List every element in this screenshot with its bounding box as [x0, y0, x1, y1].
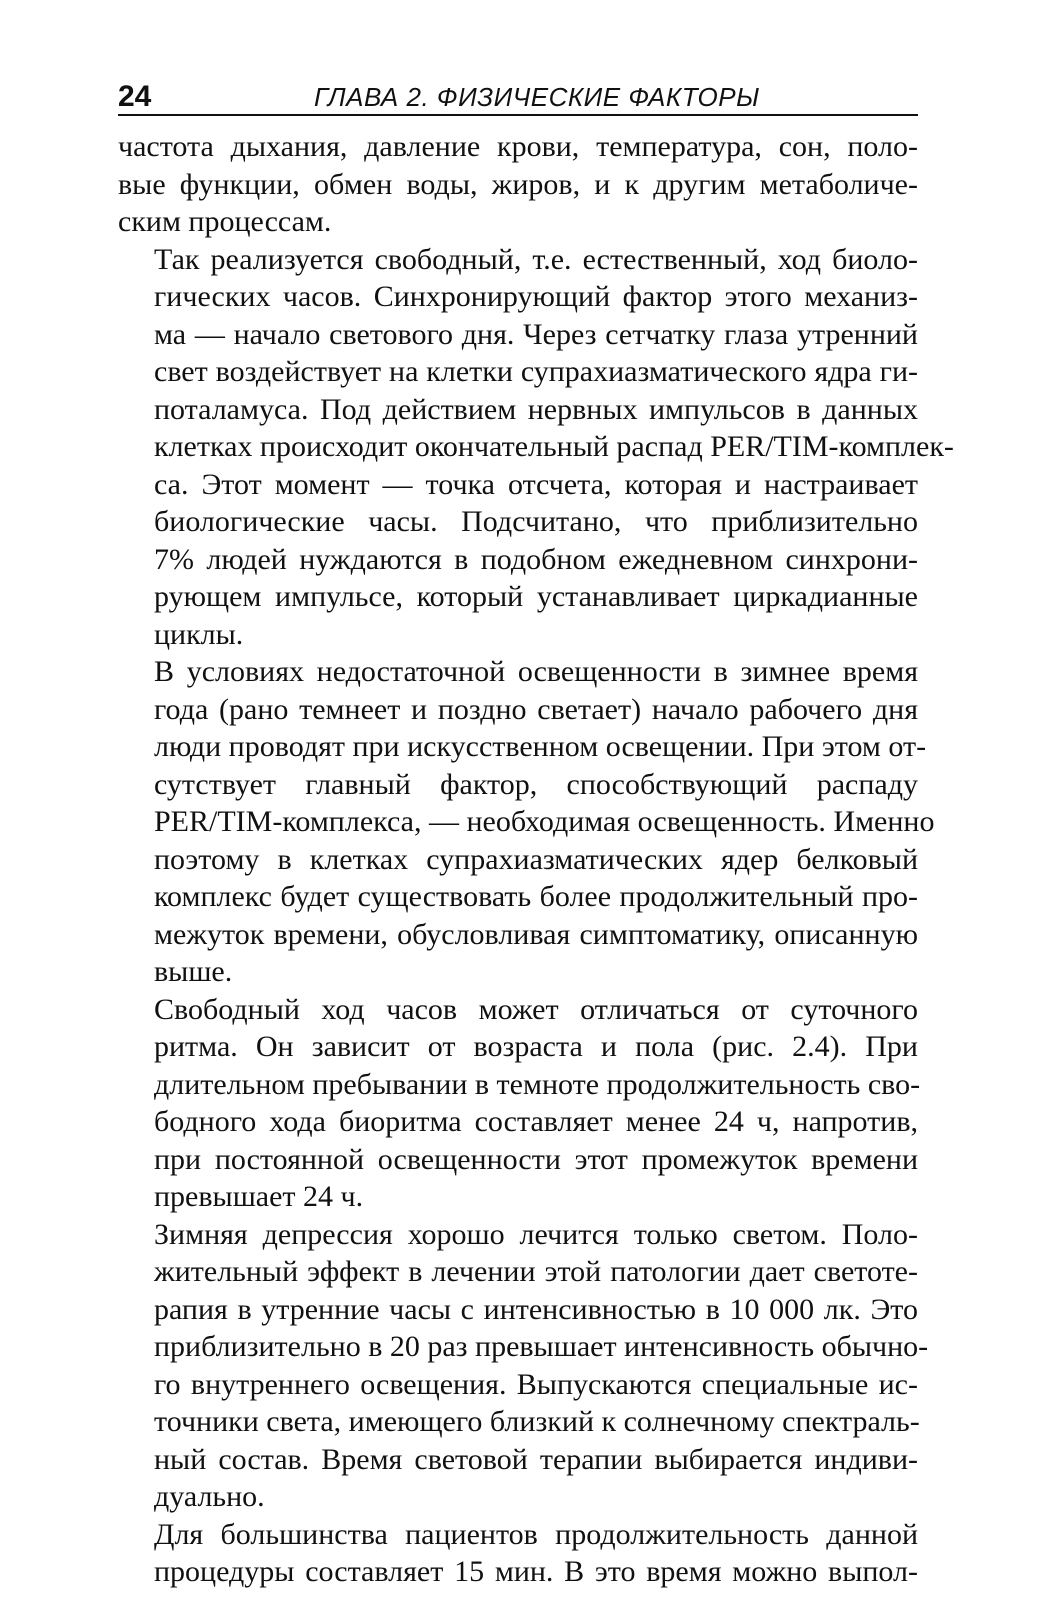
book-page [118, 70, 954, 1591]
text-line: года (рано темнеет и поздно светает) начало рабочего дня [154, 692, 918, 726]
text-line: 7% людей нуждаются в подобном ежедневном синхрони- [154, 542, 918, 576]
text-line: са. Этот момент — точка отсчета, которая и настраивает [154, 467, 918, 501]
text-line: ный состав. Время световой терапии выбирается индиви- [154, 1442, 918, 1476]
text-line: поэтому в клетках супрахиазматических ядер белковый [154, 842, 918, 876]
text-line: точники света, имеющего близкий к солнечному спектраль- [154, 1405, 920, 1438]
text-line: го внутреннего освещения. Выпускаются специальные ис- [154, 1367, 918, 1401]
text-line: жительный эффект в лечении этой патологии дает светоте- [154, 1255, 918, 1288]
paragraph [118, 128, 918, 241]
text-line: люди проводят при искусственном освещении. При этом от- [154, 730, 927, 763]
paragraph [118, 653, 935, 991]
text-line: приблизительно в 20 раз превышает интенсивность обычно- [154, 1330, 929, 1363]
text-line: длительном пребывании в темноте продолжительность сво- [154, 1067, 921, 1101]
text-line: рующем импульсе, который устанавливает циркадианные [154, 580, 918, 613]
text-line: поталамуса. Под действием нервных импульсов в данных [154, 392, 918, 426]
paragraph [118, 1216, 929, 1516]
body-text [118, 128, 954, 1591]
paragraph [118, 241, 954, 654]
text-line: рапия в утренние часы с интенсивностью в 10 000 лк. Это [154, 1292, 918, 1326]
paragraph [118, 1516, 918, 1591]
text-line: ритма. Он зависит от возраста и пола (рис. 2.4). При [154, 1030, 918, 1063]
text-line: превышает 24 ч. [154, 1180, 364, 1213]
text-line: ма — начало светового дня. Через сетчатку глаза утренний [154, 317, 918, 351]
text-line: биологические часы. Подсчитано, что приблизительно [154, 505, 918, 538]
paragraph [118, 991, 921, 1216]
text-line: В условиях недостаточной освещенности в зимнее время [154, 655, 918, 688]
page-number: 24 [118, 80, 152, 113]
page-header [118, 70, 918, 116]
text-line: комплекс будет существовать более продолжительный про- [154, 880, 918, 913]
text-line: PER/TIM-комплекса, — необходимая освещенность. Именно [154, 805, 935, 838]
text-line: ским процессам. [118, 205, 332, 238]
text-line: межуток времени, обусловливая симптоматику, описанную [154, 917, 918, 951]
text-line: процедуры составляет 15 мин. В это время можно выпол- [154, 1555, 918, 1588]
text-line: при постоянной освещенности этот промежуток времени [154, 1142, 918, 1176]
text-line: частота дыхания, давление крови, температура, сон, поло- [118, 130, 918, 163]
text-line: Свободный ход часов может отличаться от суточного [154, 992, 918, 1026]
text-line: Зимняя депрессия хорошо лечится только светом. Поло- [154, 1217, 918, 1251]
text-line: вые функции, обмен воды, жиров, и к другим метаболиче- [118, 167, 918, 201]
text-line: клетках происходит окончательный распад PER/TIM-комплек- [154, 430, 954, 463]
text-line: сутствует главный фактор, способствующий распаду [154, 767, 918, 801]
text-line: гических часов. Синхронирующий фактор этого механиз- [154, 280, 918, 313]
text-line: Так реализуется свободный, т.е. естественный, ход биоло- [154, 242, 918, 276]
text-line: Для большинства пациентов продолжительность данной [154, 1517, 918, 1551]
text-line: циклы. [154, 617, 244, 651]
text-line: свет воздействует на клетки супрахиазматического ядра ги- [154, 355, 918, 388]
text-line: бодного хода биоритма составляет менее 24 ч, напротив, [154, 1105, 918, 1138]
running-head: ГЛАВА 2. ФИЗИЧЕСКИЕ ФАКТОРЫ [314, 82, 760, 112]
text-line: дуально. [154, 1480, 265, 1513]
text-line: выше. [154, 955, 233, 988]
